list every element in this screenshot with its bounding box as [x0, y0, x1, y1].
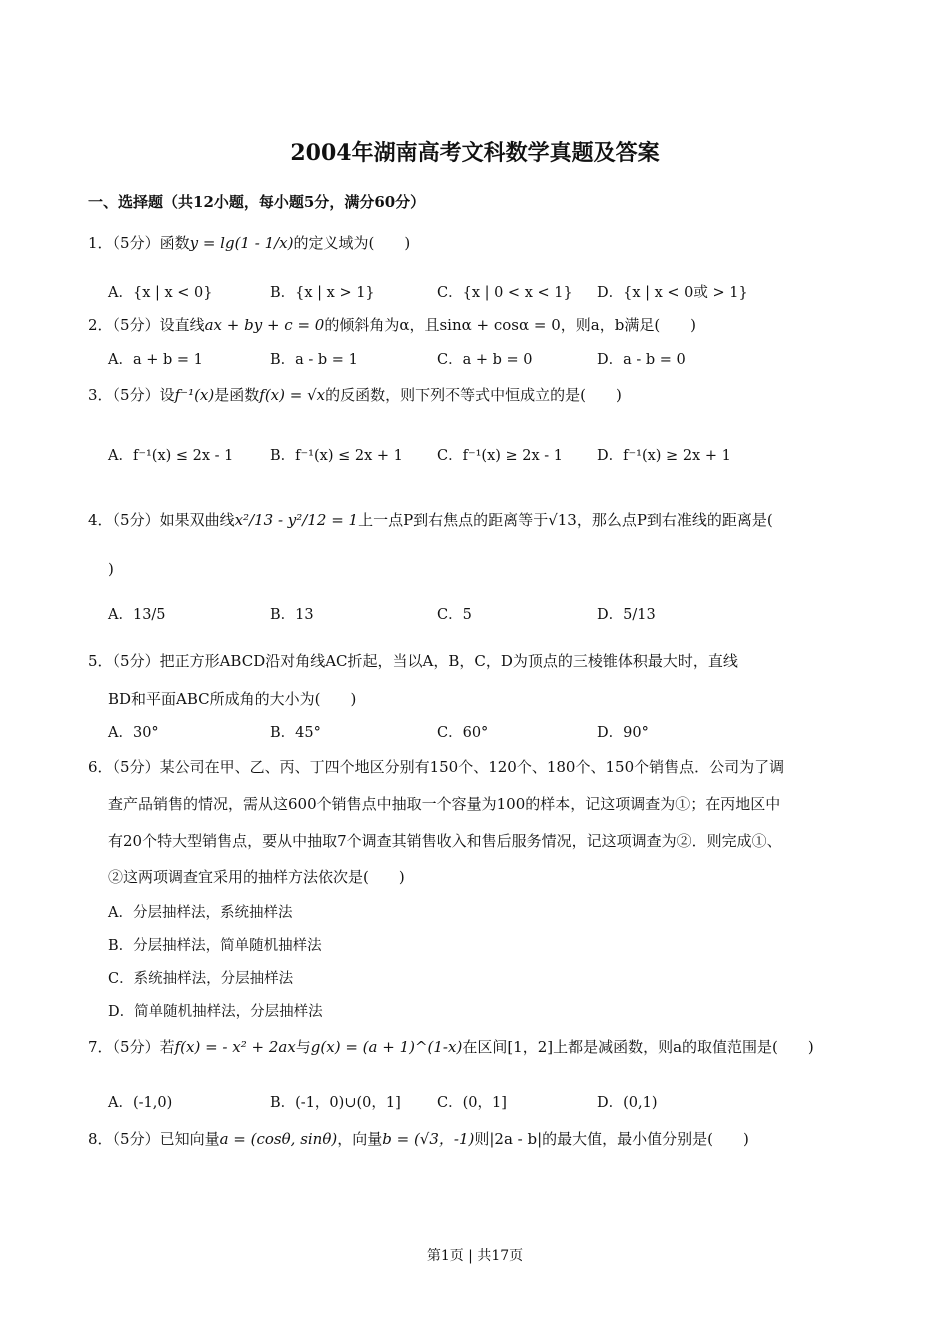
question-1-option-b: B．{x | x > 1}	[270, 285, 375, 301]
question-1-option-a: A．{x | x < 0}	[108, 285, 213, 301]
question-4-stem-close: )	[108, 560, 114, 578]
question-6-option-b: B．分层抽样法，简单随机抽样法	[108, 938, 322, 954]
question-6-line-4: ②这两项调查宜采用的抽样方法依次是( )	[108, 868, 405, 886]
question-1-option-d: D．{x | x < 0或 > 1}	[597, 285, 748, 301]
question-5-option-c: C．60°	[437, 725, 489, 741]
question-4-option-c: C．5	[437, 607, 472, 623]
question-1-stem-prefix: 1．（5分）函数	[88, 234, 190, 252]
question-1-stem-tail: 的定义域为( )	[293, 234, 411, 252]
question-3-option-c: C．f⁻¹(x) ≥ 2x - 1	[437, 448, 564, 464]
question-4-option-d: D．5/13	[597, 607, 656, 623]
question-5-option-d: D．90°	[597, 725, 649, 741]
question-2-stem-tail: 的倾斜角为α，且sinα + cosα = 0，则a，b满足( )	[324, 316, 697, 334]
question-3-formula: f⁻¹(x)	[174, 386, 215, 404]
question-5-line-2: BD和平面ABC所成角的大小为( )	[108, 690, 357, 708]
question-4-stem-prefix: 4．（5分）如果双曲线	[88, 511, 235, 529]
question-7-option-c: C．(0，1]	[437, 1095, 507, 1111]
question-4-formula: x²/13 - y²/12 = 1	[234, 511, 359, 529]
question-1-formula: y = lg(1 - 1/x)	[189, 234, 294, 252]
question-6-line-1: 6．（5分）某公司在甲、乙、丙、丁四个地区分别有150个、120个、180个、150个销售点．公司为了调	[88, 758, 785, 776]
question-1	[88, 232, 410, 253]
question-7-formula-2: g(x) = (a + 1)^(1-x)	[310, 1038, 463, 1056]
page-footer: 第1页 | 共17页	[426, 1248, 524, 1264]
question-3-formula-2: f(x) = √x	[259, 386, 326, 404]
question-3-stem-prefix: 3．（5分）设	[88, 386, 175, 404]
question-4	[88, 509, 773, 530]
question-2-option-a: A．a + b = 1	[108, 352, 203, 368]
question-7-stem-mid: 与	[295, 1038, 311, 1056]
question-6-option-c: C．系统抽样法，分层抽样法	[108, 971, 294, 987]
question-3-stem-tail: 的反函数，则下列不等式中恒成立的是( )	[325, 386, 622, 404]
question-5-line-1: 5．（5分）把正方形ABCD沿对角线AC折起，当以A，B，C，D为顶点的三棱锥体积最大时，直线	[88, 652, 738, 670]
question-3	[88, 384, 622, 405]
section-heading: 一、选择题（共12小题，每小题5分，满分60分）	[88, 193, 426, 211]
page-title: 2004年湖南高考文科数学真题及答案	[290, 140, 660, 166]
question-7-option-b: B．(-1，0)∪(0，1]	[270, 1095, 401, 1111]
question-8-stem-mid: ，向量	[337, 1130, 383, 1148]
question-2-formula: ax + by + c = 0	[204, 316, 325, 334]
question-2-option-c: C．a + b = 0	[437, 352, 533, 368]
question-6-option-d: D．简单随机抽样法，分层抽样法	[108, 1004, 323, 1020]
question-8-stem-tail: 则|2a - b|的最大值，最小值分别是( )	[474, 1130, 749, 1148]
question-2-option-d: D．a - b = 0	[597, 352, 686, 368]
question-5-option-b: B．45°	[270, 725, 321, 741]
question-5-option-a: A．30°	[108, 725, 159, 741]
question-2-option-b: B．a - b = 1	[270, 352, 358, 368]
question-4-option-b: B．13	[270, 607, 314, 623]
question-2-stem-prefix: 2．（5分）设直线	[88, 316, 205, 334]
question-8-formula: a = (cosθ, sinθ)	[219, 1130, 338, 1148]
question-1-option-c: C．{x | 0 < x < 1}	[437, 285, 573, 301]
question-7-option-a: A．(-1,0)	[108, 1095, 173, 1111]
question-6-line-3: 有20个特大型销售点，要从中抽取7个调查其销售收入和售后服务情况，记这项调查为②．则完成①、	[108, 832, 782, 850]
question-2	[88, 314, 696, 335]
question-3-option-a: A．f⁻¹(x) ≤ 2x - 1	[108, 448, 234, 464]
question-7-stem-tail: 在区间[1，2]上都是减函数，则a的取值范围是( )	[462, 1038, 814, 1056]
question-3-option-b: B．f⁻¹(x) ≤ 2x + 1	[270, 448, 403, 464]
question-7-formula: f(x) = - x² + 2ax	[174, 1038, 296, 1056]
question-8	[88, 1128, 749, 1149]
question-6-line-2: 查产品销售的情况，需从这600个销售点中抽取一个容量为100的样本，记这项调查为①；在丙地区中	[108, 795, 781, 813]
question-4-stem-tail: 上一点P到右焦点的距离等于√13，那么点P到右准线的距离是(	[358, 511, 773, 529]
question-4-option-a: A．13/5	[108, 607, 166, 623]
question-7-stem-prefix: 7．（5分）若	[88, 1038, 175, 1056]
question-7	[88, 1036, 814, 1057]
question-3-option-d: D．f⁻¹(x) ≥ 2x + 1	[597, 448, 731, 464]
question-6-option-a: A．分层抽样法，系统抽样法	[108, 905, 293, 921]
question-7-option-d: D．(0,1)	[597, 1095, 658, 1111]
question-8-stem-prefix: 8．（5分）已知向量	[88, 1130, 220, 1148]
question-8-formula-2: b = (√3，-1)	[382, 1130, 475, 1148]
question-3-stem-mid: 是函数	[214, 386, 260, 404]
